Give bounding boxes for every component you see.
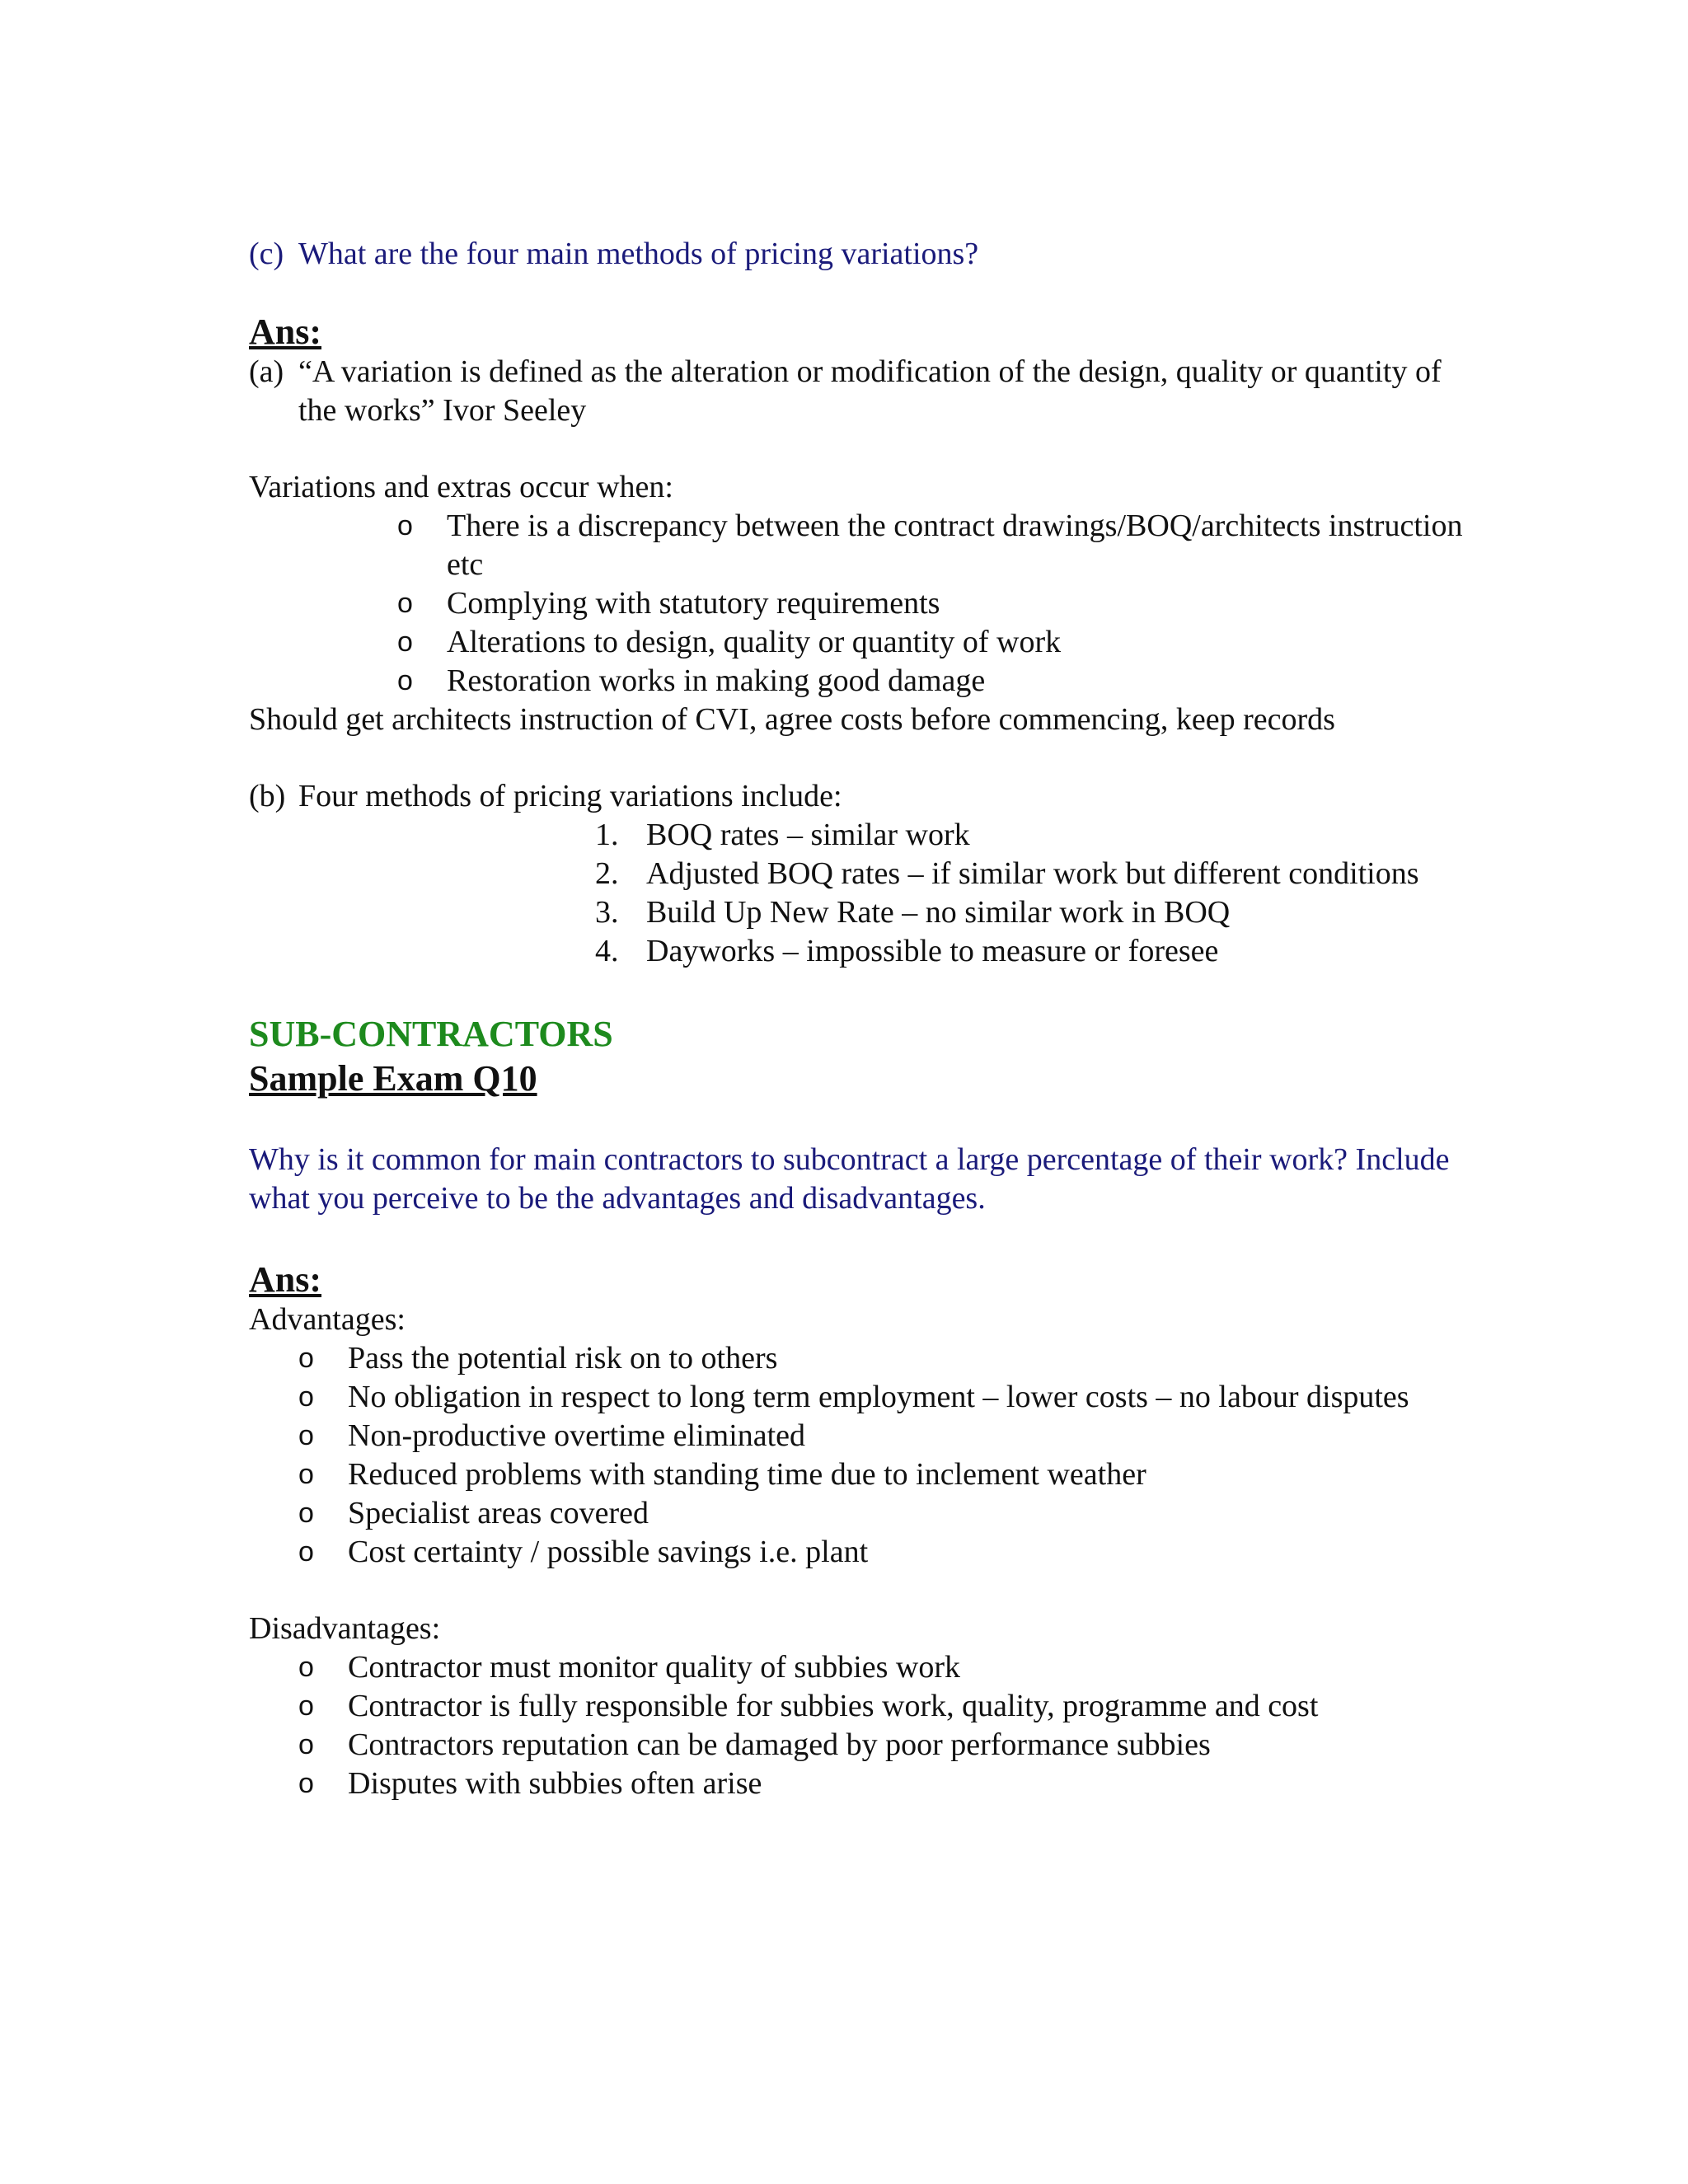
list-item <box>249 893 1485 932</box>
answer-part-b-text: Four methods of pricing variations include: <box>298 779 842 813</box>
list-item-text: Build Up New Rate – no similar work in BOQ <box>646 895 1231 930</box>
list-item <box>249 1417 1485 1455</box>
list-number: 4. <box>595 934 619 968</box>
exam-question: Why is it common for main contractors to subcontract a large percentage of their work? Include what you perceive to be the advantages and disadvantages. <box>249 1142 1450 1216</box>
bullet-icon: o <box>298 1652 314 1683</box>
disadvantages-label: Disadvantages: <box>249 1611 441 1646</box>
list-item <box>249 1648 1485 1687</box>
list-item-text: Contractors reputation can be damaged by poor performance subbies <box>348 1727 1211 1762</box>
list-item <box>249 1726 1485 1765</box>
list-item <box>249 1533 1485 1572</box>
answer-heading: Ans: <box>249 312 322 352</box>
list-item <box>249 816 1485 855</box>
list-number: 2. <box>595 856 619 891</box>
question-c-label: (c) <box>249 237 284 271</box>
bullet-icon: o <box>298 1497 314 1529</box>
bullet-icon: o <box>298 1729 314 1760</box>
list-item-text: Non-productive overtime eliminated <box>348 1418 806 1453</box>
variations-list <box>249 507 1485 701</box>
list-item-text: Complying with statutory requirements <box>447 586 940 621</box>
list-item <box>249 662 1485 701</box>
list-item <box>249 932 1485 971</box>
bullet-icon: o <box>298 1459 314 1490</box>
exam-title: Sample Exam Q10 <box>249 1058 537 1099</box>
list-item <box>249 1339 1485 1378</box>
question-c-text: What are the four main methods of pricing variations? <box>298 237 979 271</box>
bullet-icon: o <box>298 1420 314 1451</box>
list-item-text: Reduced problems with standing time due to inclement weather <box>348 1457 1146 1492</box>
bullet-icon: o <box>397 588 413 619</box>
answer-part-a-label: (a) <box>249 354 284 389</box>
list-item-text: Adjusted BOQ rates – if similar work but different conditions <box>646 856 1419 891</box>
list-number: 3. <box>595 895 619 930</box>
list-item-text: Specialist areas covered <box>348 1496 649 1530</box>
list-item-text: Disputes with subbies often arise <box>348 1766 762 1801</box>
answer-part-a <box>249 353 1485 430</box>
answer-part-b <box>249 777 1485 816</box>
list-item-text: Contractor must monitor quality of subbies work <box>348 1650 961 1685</box>
list-item-text: Pass the potential risk on to others <box>348 1341 778 1376</box>
disadvantages-list <box>249 1648 1485 1803</box>
answer-part-b-label: (b) <box>249 779 286 813</box>
bullet-icon: o <box>298 1690 314 1722</box>
list-item <box>249 1765 1485 1803</box>
advantages-label: Advantages: <box>249 1302 406 1337</box>
list-item <box>249 507 1485 584</box>
list-item <box>249 855 1485 893</box>
list-item <box>249 1687 1485 1726</box>
list-number: 1. <box>595 818 619 852</box>
bullet-icon: o <box>298 1343 314 1374</box>
answer-heading: Ans: <box>249 1259 322 1300</box>
bullet-icon: o <box>298 1768 314 1799</box>
bullet-icon: o <box>397 665 413 696</box>
list-item-text: BOQ rates – similar work <box>646 818 970 852</box>
variations-note: Should get architects instruction of CVI, agree costs before commencing, keep records <box>249 702 1335 737</box>
section-title: SUB-CONTRACTORS <box>249 1014 613 1054</box>
list-item-text: Restoration works in making good damage <box>447 663 986 698</box>
bullet-icon: o <box>298 1536 314 1568</box>
list-item-text: Dayworks – impossible to measure or foresee <box>646 934 1219 968</box>
bullet-icon: o <box>397 626 413 658</box>
list-item <box>249 584 1485 623</box>
list-item <box>249 1494 1485 1533</box>
bullet-icon: o <box>397 510 413 541</box>
list-item-text: Cost certainty / possible savings i.e. plant <box>348 1535 869 1569</box>
question-c <box>249 235 1485 274</box>
list-item <box>249 1455 1485 1494</box>
advantages-list <box>249 1339 1485 1572</box>
list-item-text: Contractor is fully responsible for subbies work, quality, programme and cost <box>348 1689 1319 1723</box>
list-item-text: Alterations to design, quality or quantity of work <box>447 625 1062 659</box>
variations-intro: Variations and extras occur when: <box>249 470 673 504</box>
list-item <box>249 1378 1485 1417</box>
answer-part-a-text: “A variation is defined as the alteration or modification of the design, quality or quantity of the works” Ivor Seeley <box>298 354 1442 428</box>
list-item-text: No obligation in respect to long term employment – lower costs – no labour disputes <box>348 1380 1409 1414</box>
list-item-text: There is a discrepancy between the contract drawings/BOQ/architects instruction etc <box>447 509 1463 582</box>
bullet-icon: o <box>298 1381 314 1413</box>
list-item <box>249 623 1485 662</box>
document-page <box>249 235 1485 1803</box>
pricing-methods-list <box>249 816 1485 971</box>
